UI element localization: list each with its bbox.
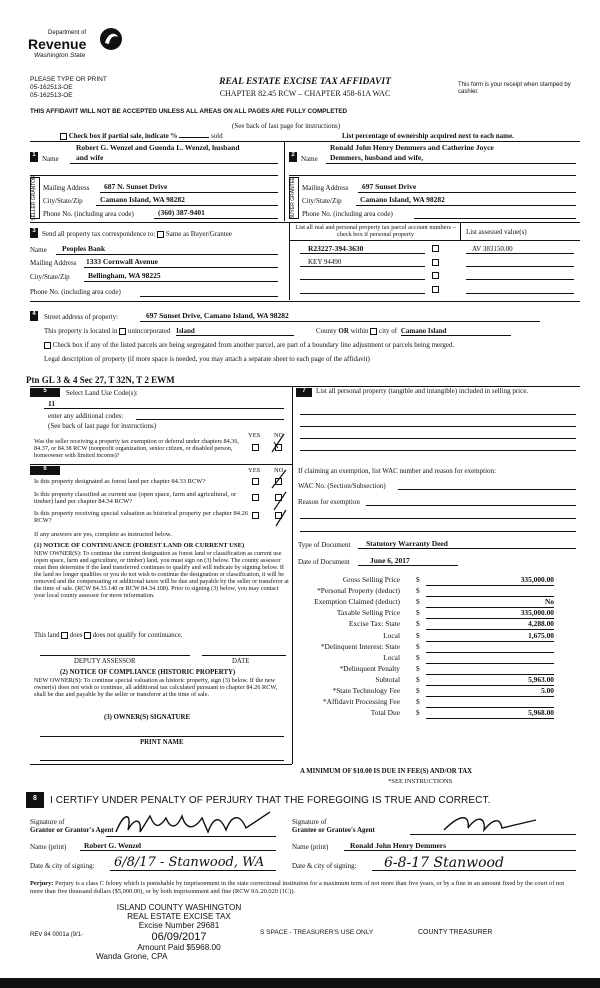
section-6-badge: 6 xyxy=(30,466,60,475)
luc-value: 11 xyxy=(48,399,56,408)
located-row: This property is located in unincorporated Island County OR within city of Camano Island xyxy=(44,327,574,336)
deputy-label: DEPUTY ASSESSOR xyxy=(74,658,136,665)
dollar-sign: $ xyxy=(416,608,420,618)
parcel-1: R23227-394-3630 xyxy=(308,244,364,253)
checkmark-icon xyxy=(270,432,288,454)
grantee-date: 6-8-17 Stanwood xyxy=(384,855,504,871)
exemption-label: If claiming an exemption, list WAC number and reason for exemption: xyxy=(298,467,496,475)
section-8-badge: 8 xyxy=(33,795,37,802)
amount-value: No xyxy=(426,598,554,608)
grantor-date: 6/8/17 - Stanwood, WA xyxy=(114,855,265,870)
amount-value: 1,675.00 xyxy=(426,632,554,642)
doc-date-label: Date of Document xyxy=(298,558,350,566)
legal-label: Legal description of property (if more space is needed, you may attach a separate sheet to each page of the affidavit) xyxy=(44,355,370,363)
corr-city: Bellingham, WA 98225 xyxy=(88,271,161,280)
sec5-no: NO xyxy=(274,432,284,439)
section-1-badge: 1 xyxy=(30,152,38,162)
grantee-signature xyxy=(440,810,540,836)
sec6-q3: Is this property receiving special valuation as historical property per chapter 84.26 RCW? xyxy=(34,510,249,525)
exemption-question: Was the seller receiving a property tax exemption or deferral under chapters 84.36, 84.37, or 84.38 RCW (nonprofit organization, senior citizen, or disabled person, homeowner with limited income)? xyxy=(34,438,239,460)
dollar-sign: $ xyxy=(416,697,420,707)
personal-property-label: List all personal property (tangible and intangible) included in selling price. xyxy=(316,387,529,395)
grantee-date-label: Date & city of signing: xyxy=(292,862,357,870)
buyer-city-label: City/State/Zip xyxy=(302,197,342,205)
dollar-sign: $ xyxy=(416,586,420,596)
amount-row xyxy=(290,665,558,676)
section-3-badge: 3 xyxy=(30,228,38,238)
parcel-header: List all real and personal property tax parcel account numbers – check box if personal property xyxy=(295,224,456,239)
logo-state: Washington State xyxy=(34,52,86,59)
amount-row xyxy=(290,643,558,654)
sec5-see-back: (See back of last page for instructions) xyxy=(48,422,157,430)
amount-value: 335,000.00 xyxy=(426,576,554,586)
dollar-sign: $ xyxy=(416,652,420,662)
buyer-city: Camano Island, WA 98282 xyxy=(360,195,445,204)
amount-row xyxy=(290,709,558,720)
sold-label: sold xyxy=(210,132,223,140)
sec6-q2: Is this property classified as current use (open space, farm and agricultural, or timber) land per chapter 84.34 RCW? xyxy=(34,491,237,506)
luc-label: Select Land Use Code(s): xyxy=(66,389,138,397)
parcel-3-checkbox[interactable] xyxy=(432,272,439,279)
amount-label: *Delinquent Penalty xyxy=(339,663,400,673)
checkmark-icon xyxy=(268,466,290,528)
notice2-title: (2) NOTICE OF COMPLIANCE (HISTORIC PROPERTY) xyxy=(60,669,236,676)
assessed-header: List assessed value(s) xyxy=(466,228,527,236)
buyer-addr-label: Mailing Address xyxy=(302,184,349,192)
q1-yes-checkbox[interactable] xyxy=(252,478,259,485)
pct-label: List percentage of ownership acquired next to each name. xyxy=(342,132,514,140)
city-checkbox[interactable] xyxy=(370,328,377,335)
treasurer-use: S SPACE - TREASURER'S USE ONLY xyxy=(260,929,374,936)
logo-dept: Department of xyxy=(48,30,87,36)
segregated-checkbox[interactable] xyxy=(44,342,51,349)
amount-row xyxy=(290,654,558,665)
section-2-badge: 2 xyxy=(289,152,297,162)
amount-row xyxy=(290,609,558,620)
dollar-sign: $ xyxy=(416,619,420,629)
see-instructions: *SEE INSTRUCTIONS xyxy=(388,778,453,785)
grantor-date-label: Date & city of signing: xyxy=(30,862,95,870)
amount-row xyxy=(290,620,558,631)
grantee-sig-label: Signature of Grantee or Grantee's Agent xyxy=(292,818,375,835)
amount-label: Local xyxy=(383,630,400,640)
dollar-sign: $ xyxy=(416,575,420,584)
parcel-2-checkbox[interactable] xyxy=(432,259,439,266)
amount-value xyxy=(426,698,554,708)
segregated-row: Check box if any of the listed parcels are being segregated from another parcel, are part of a boundary line adjustment or parcels being merged. xyxy=(44,341,574,349)
buyer-side-label: BUYER GRANTEE xyxy=(289,177,299,219)
section-5-badge: 5 xyxy=(30,388,60,397)
does-not-checkbox[interactable] xyxy=(84,632,91,639)
corr-addr-label: Mailing Address xyxy=(30,259,77,267)
owner-sig-label: (3) OWNER(S) SIGNATURE xyxy=(104,714,190,721)
partial-sale-checkbox[interactable] xyxy=(60,133,67,140)
street-address: 697 Sunset Drive, Camano Island, WA 98282 xyxy=(146,311,289,320)
seller-city-label: City/State/Zip xyxy=(43,197,83,205)
print-name-label: PRINT NAME xyxy=(140,739,184,746)
warning-text: THIS AFFIDAVIT WILL NOT BE ACCEPTED UNLESS ALL AREAS ON ALL PAGES ARE FULLY COMPLETED xyxy=(30,108,348,115)
amount-label: Exemption Claimed (deduct) xyxy=(314,597,400,607)
receipt-note: This form is your receipt when stamped by cashier. xyxy=(458,82,571,95)
print-note: PLEASE TYPE OR PRINT xyxy=(30,76,107,83)
date-label: DATE xyxy=(232,658,250,665)
amount-value xyxy=(426,654,554,664)
dollar-sign: $ xyxy=(416,686,420,695)
seller-phone-label: Phone No. (including area code) xyxy=(43,210,134,218)
amount-label: *Delinquent Interest: State xyxy=(320,641,400,651)
amount-label: *Personal Property (deduct) xyxy=(317,586,400,596)
page-subtitle: CHAPTER 82.45 RCW – CHAPTER 458-61A WAC xyxy=(219,89,391,98)
dollar-sign: $ xyxy=(416,708,420,718)
wac-label: WAC No. (Section/Subsection) xyxy=(298,482,386,490)
notice1-text: NEW OWNER(S): To continue the current designation as forest land or classification as current use (open space, farm and agriculture, or timber) land, you must sign on (3) below. The county assessor must then determine if the land transferred continues to qualify and will indicate by signing below. If the land no longer qualifies or you do not wish to continue the designation or classification, it will be removed and the compensating or additional taxes will be due and payable by the seller or transferor at the time of sale. (RCW 84.33.140 or RCW 84.34.108). Prior to signing (3) below, you may contact your local county assessor for more information. xyxy=(34,550,289,599)
grantor-sig-label: Signature of Grantor or Grantor's Agent xyxy=(30,818,114,835)
certify-statement: I CERTIFY UNDER PENALTY OF PERJURY THAT THE FOREGOING IS TRUE AND CORRECT. xyxy=(50,795,491,806)
partial-label: Check box if partial sale, indicate % xyxy=(68,132,178,140)
street-label: Street address of property: xyxy=(44,313,119,321)
seller-side-label: SELLER GRANTOR xyxy=(30,177,40,219)
city-value: Camano Island xyxy=(401,327,511,336)
doc-date: June 6, 2017 xyxy=(370,556,410,565)
does-checkbox[interactable] xyxy=(61,632,68,639)
legal-description: Ptn GL 3 & 4 Sec 27, T 32N, T 2 EWM xyxy=(26,375,175,385)
amount-label: Subtotal xyxy=(375,674,400,684)
corr-city-label: City/State/Zip xyxy=(30,273,70,281)
logo-mark-icon xyxy=(98,26,124,52)
grantor-signature xyxy=(110,808,276,838)
corr-name-label: Name xyxy=(30,246,47,254)
seller-phone: (360) 387-9401 xyxy=(158,208,205,217)
amount-row xyxy=(290,676,558,687)
notice2-text: NEW OWNER(S): To continue special valuation as historic property, sign (3) below. If the new owner(s) does not wish to continue, all additional tax calculated pursuant to chapter 84.26 RCW, shall be due and payable by the seller or transferor at the time of sale. xyxy=(34,677,278,699)
parcel-2: KEY 94490 xyxy=(308,258,342,266)
dollar-sign: $ xyxy=(416,630,420,640)
seller-city: Camano Island, WA 98282 xyxy=(100,195,185,204)
dollar-sign: $ xyxy=(416,641,420,651)
amount-value: 5,968.00 xyxy=(426,709,554,719)
amount-value: 5.00 xyxy=(426,687,554,697)
form-code-1: 05-162513-OE xyxy=(30,84,73,91)
amount-label: Taxable Selling Price xyxy=(336,608,400,618)
same-as-buyer-checkbox[interactable] xyxy=(157,231,164,238)
partial-row xyxy=(60,132,580,140)
amount-value: 4,288.00 xyxy=(426,620,554,630)
tax-corr-label: Send all property tax correspondence to: Same as Buyer/Grantee xyxy=(42,230,232,238)
county-treasurer: COUNTY TREASURER xyxy=(418,929,493,936)
amount-value: 335,000.00 xyxy=(426,609,554,619)
assessed-1: AV 383150.00 xyxy=(472,245,513,253)
seller-name-2: and wife xyxy=(76,153,104,162)
buyer-phone-label: Phone No. (including area code) xyxy=(302,210,393,218)
see-back-note: (See back of last page for instructions) xyxy=(232,122,341,130)
notice1-title: (1) NOTICE OF CONTINUANCE (FOREST LAND OR CURRENT USE) xyxy=(34,542,245,549)
q2-yes-checkbox[interactable] xyxy=(252,494,259,501)
county-value: Island xyxy=(176,327,294,336)
section-4-badge: 4 xyxy=(30,311,38,321)
grantor-name-label: Name (print) xyxy=(30,843,67,851)
amount-row xyxy=(290,598,558,609)
amount-row xyxy=(290,632,558,643)
buyer-name-1: Ronald John Henry Demmers and Catherine Joyce xyxy=(330,143,494,152)
grantee-name-label: Name (print) xyxy=(292,843,329,851)
grantee-name: Ronald John Henry Demmers xyxy=(350,841,447,850)
seller-addr: 687 N. Sunset Drive xyxy=(104,182,168,191)
rev-code: REV 84 0001a (9/1- xyxy=(30,932,84,938)
seller-name-label: Name xyxy=(42,155,59,163)
unincorporated-checkbox[interactable] xyxy=(119,328,126,335)
sec6-q1: Is this property designated as forest land per chapter 84.33 RCW? xyxy=(34,478,206,485)
amount-label: *Affidavit Processing Fee xyxy=(322,697,400,707)
amount-label: Gross Selling Price xyxy=(342,575,400,584)
form-code-2: 05-162513-OE xyxy=(30,92,73,99)
corr-addr: 1333 Cornwall Avenue xyxy=(86,257,158,266)
dollar-sign: $ xyxy=(416,597,420,607)
dor-logo xyxy=(26,24,146,64)
perjury-note: Perjury: Perjury is a class C felony which is punishable by imprisonment in the state correctional institution for a maximum term of not more than five years, or by a fine in an amount fixed by the court of not more than five thousand dollars ($5,000.00), or by both imprisonment and fine (RCW 9A.20.020 (1C)). xyxy=(30,880,565,895)
buyer-name-2: Demmers, husband and wife, xyxy=(330,153,424,162)
continuance-row: This land does does not qualify for continuance. xyxy=(34,632,183,640)
amount-row xyxy=(290,698,558,709)
dollar-sign: $ xyxy=(416,663,420,673)
seller-name-1: Robert G. Wenzel and Guenda L. Wenzel, husband xyxy=(76,143,240,152)
sec5-yes-checkbox[interactable] xyxy=(252,444,259,451)
q3-yes-checkbox[interactable] xyxy=(252,512,259,519)
buyer-name-label: Name xyxy=(301,155,318,163)
corr-name: Peoples Bank xyxy=(62,244,106,253)
doc-type: Statutory Warranty Deed xyxy=(366,539,448,548)
seller-addr-label: Mailing Address xyxy=(43,184,90,192)
amount-value xyxy=(426,665,554,675)
amount-label: Excise Tax: State xyxy=(348,619,400,629)
amount-label: Total Due xyxy=(370,708,400,718)
page-title: REAL ESTATE EXCISE TAX AFFIDAVIT xyxy=(219,77,391,87)
sec5-yes: YES xyxy=(248,432,261,439)
grantor-name: Robert G. Wenzel xyxy=(84,841,142,850)
amount-value xyxy=(426,587,554,597)
amount-label: *State Technology Fee xyxy=(332,686,400,695)
treasurer-stamp: ISLAND COUNTY WASHINGTON REAL ESTATE EXCISE TAX Excise Number 29681 06/09/2017 Amount Paid $5968.00 Wanda Grone, CPA xyxy=(96,903,242,962)
amount-value: 5,963.00 xyxy=(426,676,554,686)
dollar-sign: $ xyxy=(416,674,420,684)
section-7-badge: 7 xyxy=(296,388,312,397)
reason-label: Reason for exemption xyxy=(298,498,360,506)
add-codes-label: enter any additional codes: xyxy=(48,412,124,420)
minimum-note: A MINIMUM OF $10.00 IS DUE IN FEE(S) AND/OR TAX xyxy=(300,768,473,775)
parcel-1-checkbox[interactable] xyxy=(432,245,439,252)
logo-revenue: Revenue xyxy=(28,36,87,52)
amount-value xyxy=(426,643,554,653)
buyer-addr: 697 Sunset Drive xyxy=(362,182,417,191)
amount-label: Local xyxy=(383,652,400,662)
if-yes-note: If any answers are yes, complete as instructed below. xyxy=(34,531,172,538)
corr-phone-label: Phone No. (including area code) xyxy=(30,288,121,296)
parcel-4-checkbox[interactable] xyxy=(432,286,439,293)
doc-type-label: Type of Document xyxy=(298,541,351,549)
